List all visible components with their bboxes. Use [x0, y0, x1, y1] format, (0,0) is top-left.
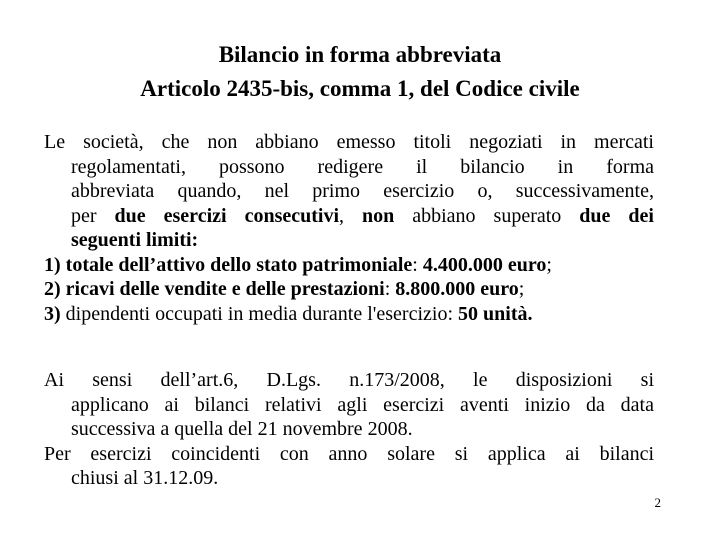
- limit-number: 1): [44, 253, 61, 276]
- note-line: chiusi al 31.12.09.: [71, 467, 219, 489]
- intro-text: ,: [339, 204, 362, 227]
- intro-emphasis: seguenti limiti:: [71, 229, 199, 251]
- limit-label: ricavi delle vendite e delle prestazioni: [60, 278, 385, 300]
- limit-item: [44, 277, 654, 302]
- title-line-1: Bilancio in forma abbreviata: [218, 42, 502, 67]
- note-paragraph: [44, 368, 654, 491]
- note-line: successiva a quella del 21 novembre 2008.: [71, 418, 413, 440]
- intro-text: abbiano superato: [394, 204, 580, 227]
- limit-separator: :: [412, 253, 423, 276]
- note-line: applicano ai bilanci relativi agli esercizi aventi inizio da data: [71, 393, 654, 416]
- limit-end: ;: [546, 253, 552, 276]
- intro-paragraph: [44, 130, 654, 326]
- note-line: Per esercizi coincidenti con anno solare si applica ai bilanci: [44, 442, 654, 465]
- intro-line-mixed: [44, 204, 654, 229]
- intro-emphasis: due esercizi consecutivi: [114, 204, 339, 227]
- limit-value: 50 unità.: [458, 302, 533, 325]
- slide-title: [0, 38, 720, 106]
- intro-line: Le società, che non abbiano emesso titoli negoziati in mercati: [44, 131, 654, 153]
- limit-separator: :: [384, 278, 396, 300]
- limit-end: ;: [518, 278, 525, 300]
- intro-emphasis: due dei: [579, 204, 654, 227]
- limit-number: 3): [44, 302, 61, 325]
- limit-item: [44, 253, 654, 278]
- intro-line: abbreviata quando, nel primo esercizio o, successivamente,: [71, 180, 654, 202]
- intro-line: regolamentati, possono redigere il bilancio in forma: [71, 155, 654, 178]
- page-number: 2: [654, 495, 661, 510]
- intro-line: [44, 228, 654, 253]
- limit-value: 4.400.000 euro: [422, 253, 547, 276]
- note-line: Ai sensi dell’art.6, D.Lgs. n.173/2008, le disposizioni si: [44, 369, 654, 391]
- title-line-2: Articolo 2435-bis, comma 1, del Codice civile: [140, 76, 580, 101]
- limit-number: 2): [44, 278, 61, 300]
- limit-separator: :: [447, 302, 459, 325]
- intro-emphasis: non: [362, 204, 395, 227]
- limit-label: totale dell’attivo dello stato patrimoniale: [60, 253, 413, 276]
- limit-label: dipendenti occupati in media durante l'esercizio: [60, 302, 448, 325]
- limit-item: [44, 302, 654, 327]
- intro-text: per: [71, 204, 115, 227]
- limit-value: 8.800.000 euro: [395, 278, 519, 300]
